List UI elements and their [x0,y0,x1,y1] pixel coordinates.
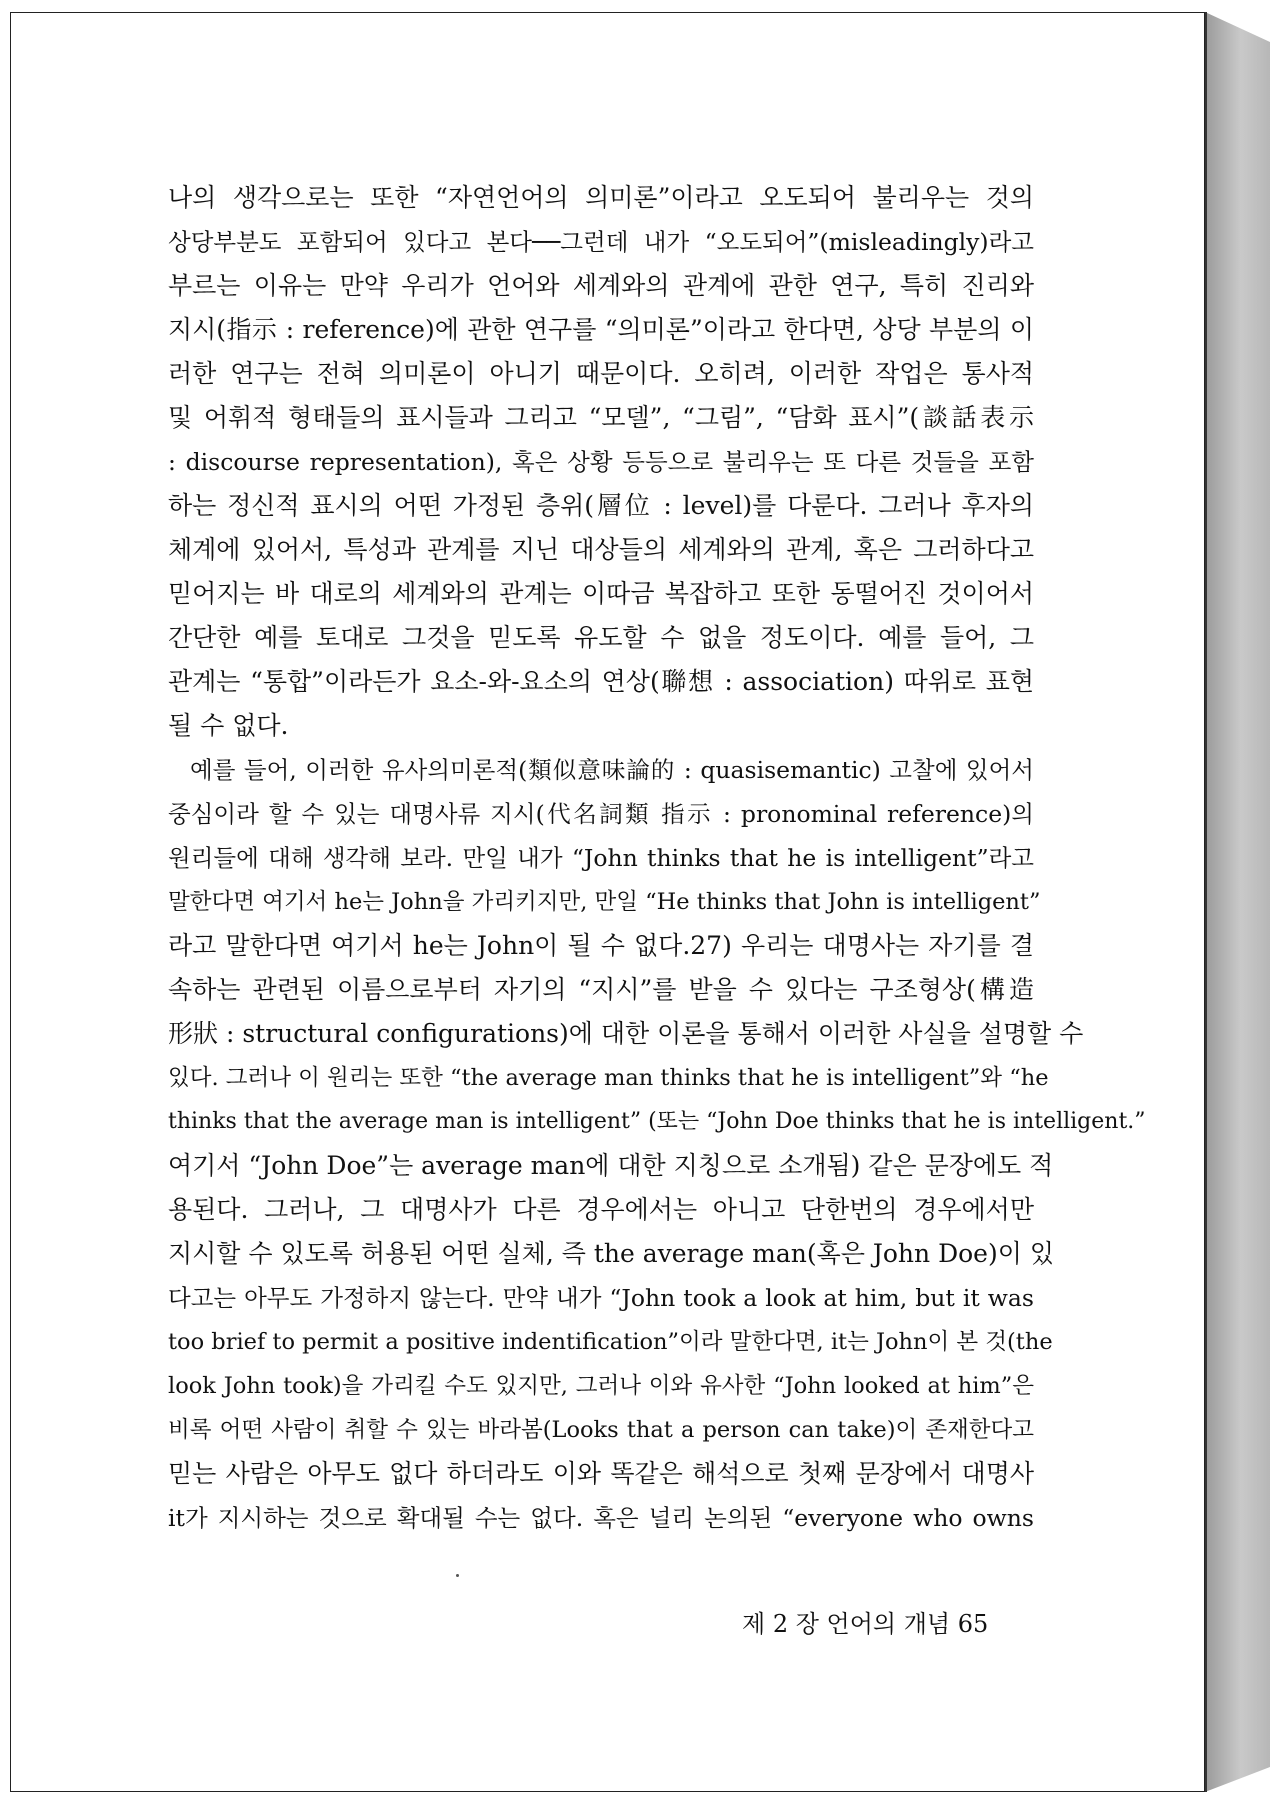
text-line: it가 지시하는 것으로 확대될 수는 없다. 혹은 널리 논의된 “everyone who owns [168,1504,1034,1532]
text-line: 체계에 있어서, 특성과 관계를 지닌 대상들의 세계와의 관계, 혹은 그러하다고 [168,535,1034,564]
text-line: 예를 들어, 이러한 유사의미론적(類似意味論的 : quasisemantic) 고찰에 있어서 [190,756,1034,784]
body-text [168,176,1146,1540]
text-line: 있다. 그러나 이 원리는 또한 “the average man thinks that he is intelligent”와 “he [168,1065,1049,1091]
text-line: 속하는 관련된 이름으로부터 자기의 “지시”를 받을 수 있다는 구조형상(構造 [168,975,1034,1004]
text-line: 상당부분도 포함되어 있다고 본다──그런데 내가 “오도되어”(misleadingly)라고 [168,228,1034,256]
text-line: 믿어지는 바 대로의 세계와의 관계는 이따금 복잡하고 또한 동떨어진 것이어서 [168,579,1034,608]
text-line: 지시할 수 있도록 허용된 어떤 실체, 즉 the average man(혹은 John Doe)이 있 [168,1239,1054,1268]
text-line: 중심이라 할 수 있는 대명사류 지시(代名詞類 指示 : pronominal reference)의 [168,800,1034,828]
text-line: too brief to permit a positive indentification”이라 말한다면, it는 John이 본 것(the [168,1329,1053,1355]
text-line: 나의 생각으로는 또한 “자연언어의 의미론”이라고 오도되어 불리우는 것의 [168,183,1034,212]
text-line: 다고는 아무도 가정하지 않는다. 만약 내가 “John took a look at him, but it was [168,1284,1034,1312]
book-page-edge [1205,12,1270,1792]
text-line: 간단한 예를 토대로 그것을 믿도록 유도할 수 없을 정도이다. 예를 들어, 그 [168,623,1034,652]
text-line: 러한 연구는 전혀 의미론이 아니기 때문이다. 오히려, 이러한 작업은 통사적 [168,359,1034,388]
text-line: 부르는 이유는 만약 우리가 언어와 세계와의 관계에 관한 연구, 특히 진리와 [168,271,1034,300]
text-line: 여기서 “John Doe”는 average man에 대한 지칭으로 소개됨) 같은 문장에도 적 [168,1151,1054,1180]
text-line: 믿는 사람은 아무도 없다 하더라도 이와 똑같은 해석으로 첫째 문장에서 대명사 [168,1459,1034,1488]
text-line: 라고 말한다면 여기서 he는 John이 될 수 없다.27) 우리는 대명사는 자기를 결 [168,931,1034,960]
text-line: thinks that the average man is intelligent” (또는 “John Doe thinks that he is intelligent.” [168,1109,1146,1134]
text-line: 및 어휘적 형태들의 표시들과 그리고 “모델”, “그림”, “담화 표시”(談話表示 [168,403,1034,432]
stray-mark [456,1574,459,1577]
text-line: 비록 어떤 사람이 취할 수 있는 바라봄(Looks that a person can take)이 존재한다고 [168,1417,1034,1443]
text-line: 용된다. 그러나, 그 대명사가 다른 경우에서는 아니고 단한번의 경우에서만 [168,1195,1034,1224]
text-line: 形狀 : structural configurations)에 대한 이론을 통해서 이러한 사실을 설명할 수 [168,1019,1084,1048]
text-line: 지시(指示 : reference)에 관한 연구를 “의미론”이라고 한다면, 상당 부분의 이 [168,315,1034,344]
page-footer: 제 2 장 언어의 개념 65 [742,1610,989,1638]
text-line: 원리들에 대해 생각해 보라. 만일 내가 “John thinks that he is intelligent”라고 [168,844,1034,872]
text-line: look John took)을 가리킬 수도 있지만, 그러나 이와 유사한 “John looked at him”은 [168,1373,1034,1399]
text-line: 말한다면 여기서 he는 John을 가리키지만, 만일 “He thinks that John is intelligent” [168,889,1041,915]
text-line: 하는 정신적 표시의 어떤 가정된 층위(層位 : level)를 다룬다. 그러나 후자의 [168,491,1034,520]
book-spine-line [1205,12,1207,1792]
text-line: 관계는 “통합”이라든가 요소-와-요소의 연상(聯想 : association) 따위로 표현 [168,667,1034,696]
text-line: 될 수 없다. [168,711,289,740]
text-line: : discourse representation), 혹은 상황 등등으로 불리우는 또 다른 것들을 포함 [168,448,1034,476]
